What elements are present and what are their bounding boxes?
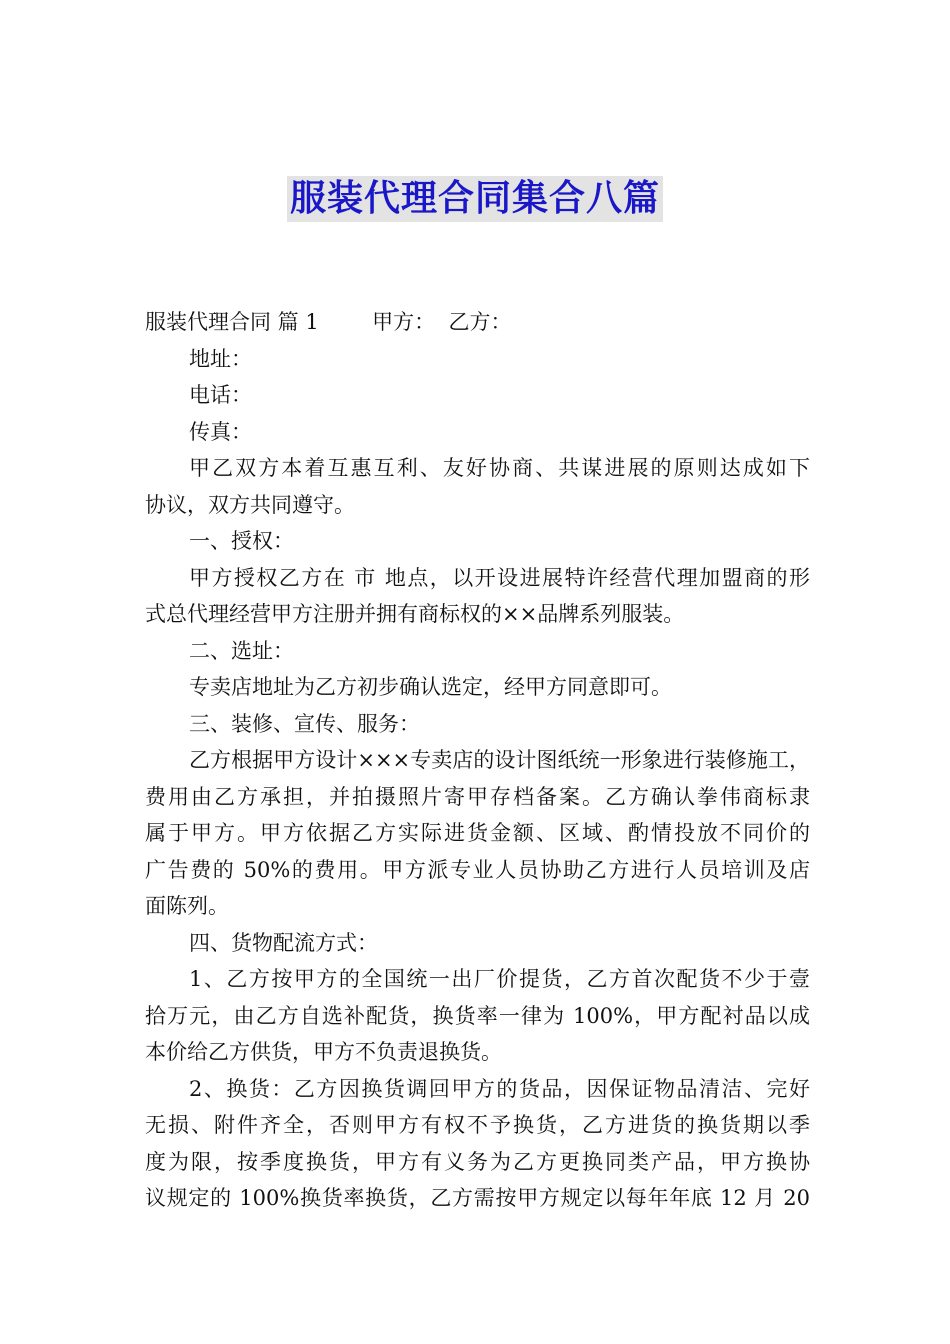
paragraph-line: 甲乙双方本着互惠互利、友好协商、共谋进展的原则达成如下 bbox=[189, 456, 810, 480]
intro-paragraph bbox=[145, 450, 810, 523]
distribution-item-2 bbox=[145, 1071, 810, 1217]
section-heading-decoration: 三、装修、宣传、服务： bbox=[189, 711, 420, 736]
paragraph-line: 无损、附件齐全，否则甲方有权不予换货，乙方进货的换货期以季 bbox=[145, 1113, 810, 1137]
phone-field: 电话： bbox=[189, 383, 252, 407]
paragraph-line: 属于甲方。甲方依据乙方实际进货金额、区域、酌情投放不同价的 bbox=[145, 821, 810, 845]
authorization-paragraph bbox=[145, 560, 810, 633]
location-paragraph: 专卖店地址为乙方初步确认选定，经甲方同意即可。 bbox=[189, 675, 672, 699]
paragraph-line: 议规定的 100%换货率换货，乙方需按甲方规定以每年年底 12 月 20 bbox=[145, 1186, 810, 1210]
paragraph-line: 甲方授权乙方在 市 地点，以开设进展特许经营代理加盟商的形 bbox=[189, 565, 810, 590]
fax-field: 传真： bbox=[189, 419, 252, 444]
distribution-item-1 bbox=[145, 961, 810, 1071]
paragraph-line: 面陈列。 bbox=[145, 894, 229, 918]
paragraph-line: 式总代理经营甲方注册并拥有商标权的××品牌系列服装。 bbox=[145, 602, 685, 626]
paragraph-line: 1、乙方按甲方的全国统一出厂价提货，乙方首次配货不少于壹 bbox=[189, 967, 810, 991]
section-heading-authorization: 一、授权： bbox=[189, 529, 294, 553]
paragraph-line: 乙方根据甲方设计×××专卖店的设计图纸统一形象进行装修施工， bbox=[189, 748, 810, 772]
section-heading-distribution: 四、货物配流方式： bbox=[189, 930, 378, 955]
decoration-paragraph bbox=[145, 742, 810, 925]
paragraph-line: 本价给乙方供货，甲方不负责退换货。 bbox=[145, 1040, 502, 1064]
address-field: 地址： bbox=[189, 346, 252, 371]
title-wrap bbox=[0, 176, 950, 222]
paragraph-line: 2、换货：乙方因换货调回甲方的货品，因保证物品清洁、完好 bbox=[189, 1076, 810, 1101]
paragraph-line: 协议，双方共同遵守。 bbox=[145, 492, 355, 517]
document-title: 服装代理合同集合八篇 bbox=[287, 176, 663, 222]
contract-header-line: 服装代理合同 篇 1 甲方： 乙方： bbox=[145, 310, 512, 334]
paragraph-line: 度为限，按季度换货，甲方有义务为乙方更换同类产品，甲方换协 bbox=[145, 1149, 810, 1174]
section-heading-location: 二、选址： bbox=[189, 638, 294, 663]
paragraph-line: 拾万元，由乙方自选补配货，换货率一律为 100%，甲方配衬品以成 bbox=[145, 1003, 810, 1028]
document-body bbox=[145, 304, 810, 1217]
paragraph-line: 广告费的 50%的费用。甲方派专业人员协助乙方进行人员培训及店 bbox=[145, 857, 810, 882]
paragraph-line: 费用由乙方承担，并拍摄照片寄甲存档备案。乙方确认拳伟商标隶 bbox=[145, 784, 810, 809]
